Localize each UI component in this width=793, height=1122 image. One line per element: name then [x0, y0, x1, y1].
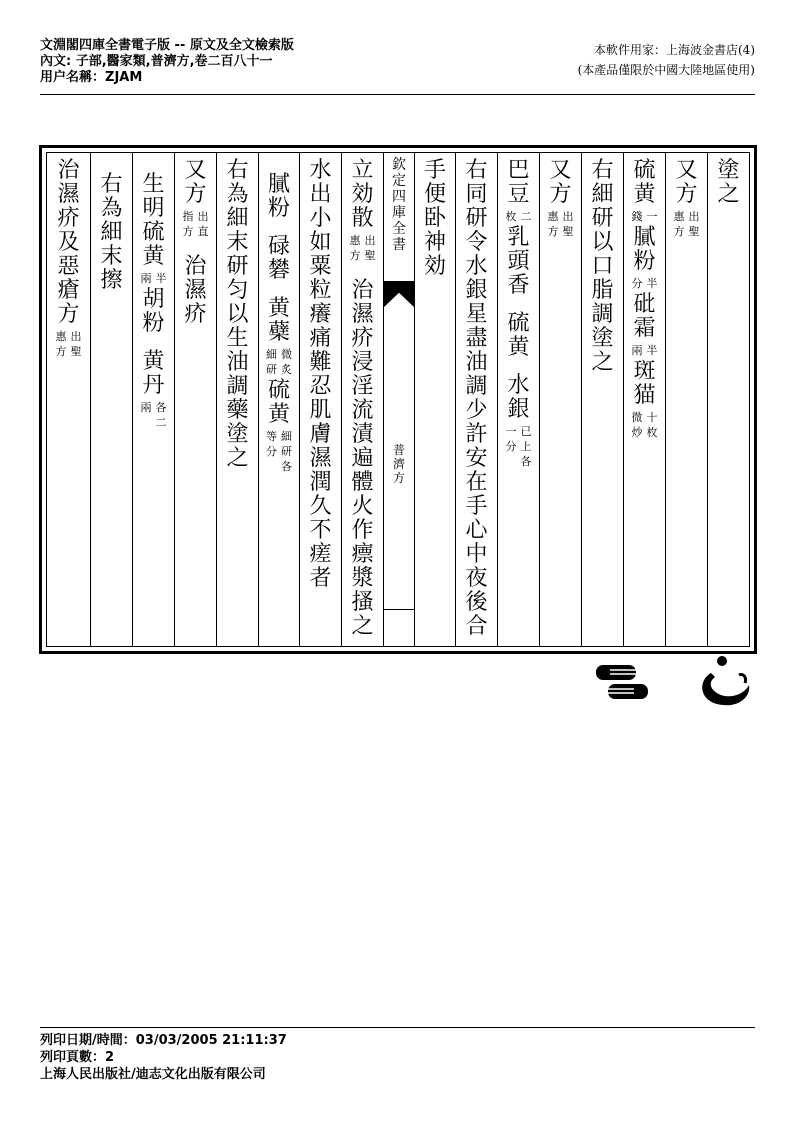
glyph: 不: [309, 518, 332, 543]
glyph: [506, 360, 532, 374]
glyph: 膩: [633, 225, 656, 250]
glyph: 右: [100, 172, 123, 197]
glyph: 作: [351, 518, 374, 543]
glyph: 方: [549, 182, 572, 207]
glyph: 治: [351, 278, 374, 303]
glyph: 肌: [309, 398, 332, 423]
annotation-note: 半 兩: [140, 272, 167, 285]
glyph: 惡: [57, 254, 80, 279]
glyph: 忍: [309, 374, 332, 399]
glyph: [266, 283, 292, 297]
glyph: 右: [226, 158, 249, 183]
print-pages: 2: [105, 1050, 115, 1065]
glyph: 銀: [465, 278, 488, 303]
text-column: [132, 153, 174, 646]
glyph: 安: [465, 446, 488, 471]
glyph: 塗: [591, 326, 614, 351]
annotation-note: 已 上 各 一 分: [505, 425, 532, 468]
glyph: 水: [465, 254, 488, 279]
glyph: 難: [309, 350, 332, 375]
glyph: 硫: [142, 220, 165, 245]
user-name: ZJAM: [105, 70, 143, 85]
text-column: [581, 153, 623, 646]
glyph: 漿: [351, 566, 374, 591]
glyph: 立: [351, 158, 374, 183]
glyph: 火: [351, 494, 374, 519]
text-columns: [46, 152, 750, 647]
text-column: [174, 153, 216, 646]
center-banner: 欽 定 四 庫 全 書 普 濟 方: [383, 153, 414, 646]
annotation-note: 出 直 指 方: [182, 210, 209, 238]
footer-divider: [40, 1027, 755, 1028]
glyph: 生: [142, 172, 165, 197]
publisher: 上海人民出版社/迪志文化出版有限公司: [40, 1067, 266, 1082]
annotation-note: 半 兩: [631, 344, 658, 357]
glyph: 濕: [184, 278, 207, 303]
glyph: 手: [465, 494, 488, 519]
glyph: 又: [675, 158, 698, 183]
glyph: 久: [309, 494, 332, 519]
glyph: 漬: [351, 422, 374, 447]
text-column: [216, 153, 258, 646]
glyph: [266, 221, 292, 235]
text-column: [299, 153, 341, 646]
glyph: 胡: [142, 287, 165, 312]
text-column: [341, 153, 383, 646]
glyph: 浸: [351, 350, 374, 375]
licensee: 本軟件用家：上海波金書店(4): [594, 43, 755, 57]
glyph: 疥: [184, 302, 207, 327]
glyph: 疥: [57, 206, 80, 231]
text-column: [414, 153, 455, 646]
annotation-note: 出 聖 惠 方: [55, 330, 82, 358]
glyph: 研: [591, 206, 614, 231]
glyph: [350, 265, 376, 279]
glyph: 硫: [633, 158, 656, 183]
glyph: 濕: [57, 182, 80, 207]
books-logo-icon: [596, 663, 648, 701]
footer: [40, 1032, 287, 1083]
text-column: [539, 153, 581, 646]
glyph: 銀: [507, 397, 530, 422]
glyph: 黄: [267, 402, 290, 427]
page-frame: [39, 145, 757, 654]
glyph: 粉: [267, 196, 290, 221]
glyph: 硫: [507, 311, 530, 336]
text-column: [47, 153, 90, 646]
glyph: [99, 159, 125, 173]
glyph: 油: [465, 350, 488, 375]
app-title: 文淵閣四庫全書電子版 -- 原文及全文檢索版: [40, 38, 294, 53]
glyph: [266, 159, 292, 173]
glyph: 黄: [507, 335, 530, 360]
glyph: 塗: [717, 158, 740, 183]
glyph: 調: [465, 374, 488, 399]
text-column: [623, 153, 665, 646]
glyph: 効: [351, 182, 374, 207]
glyph: 方: [675, 182, 698, 207]
glyph: 粒: [309, 278, 332, 303]
glyph: 為: [226, 182, 249, 207]
glyph: 粉: [142, 311, 165, 336]
glyph: 卧: [423, 206, 446, 231]
glyph: 調: [591, 302, 614, 327]
glyph: 之: [351, 614, 374, 639]
glyph: 黄: [142, 349, 165, 374]
glyph: 便: [423, 182, 446, 207]
glyph: 以: [591, 230, 614, 255]
glyph: 流: [351, 398, 374, 423]
glyph: 丹: [142, 373, 165, 398]
glyph: 末: [226, 230, 249, 255]
glyph: 治: [184, 254, 207, 279]
glyph: 又: [184, 158, 207, 183]
glyph: 神: [423, 230, 446, 255]
glyph: 出: [309, 182, 332, 207]
text-column: [258, 153, 299, 646]
glyph: 中: [465, 542, 488, 567]
glyph: 者: [309, 566, 332, 591]
glyph: 末: [100, 244, 123, 269]
print-pages-line: 列印頁數：2: [40, 1050, 115, 1065]
glyph: 盡: [465, 326, 488, 351]
glyph: 研: [226, 254, 249, 279]
annotation-note: 二 枚: [505, 210, 532, 223]
header-right: [578, 40, 755, 80]
glyph: 膩: [267, 172, 290, 197]
glyph: 細: [591, 182, 614, 207]
glyph: 効: [423, 254, 446, 279]
glyph: 如: [309, 230, 332, 255]
glyph: 砒: [633, 292, 656, 317]
glyph: 硫: [267, 378, 290, 403]
glyph: 同: [465, 182, 488, 207]
glyph: 搔: [351, 590, 374, 615]
glyph: [183, 241, 209, 255]
glyph: 細: [226, 206, 249, 231]
glyph: 合: [465, 614, 488, 639]
header-divider: [40, 94, 755, 95]
glyph: 研: [465, 206, 488, 231]
annotation-note: 出 聖 惠 方: [349, 234, 376, 262]
glyph: 瘥: [309, 542, 332, 567]
glyph: 方: [57, 302, 80, 327]
glyph: 之: [591, 350, 614, 375]
glyph: 之: [717, 182, 740, 207]
glyph: 小: [309, 206, 332, 231]
glyph: 痛: [309, 326, 332, 351]
glyph: 黄: [142, 244, 165, 269]
annotation-note: 半 分: [631, 277, 658, 290]
glyph: 之: [226, 446, 249, 471]
glyph: 以: [226, 302, 249, 327]
glyph: [506, 298, 532, 312]
annotation-note: 十 枚 微 炒: [631, 411, 658, 439]
glyph: 豆: [507, 182, 530, 207]
glyph: 油: [226, 350, 249, 375]
glyph: 脂: [591, 278, 614, 303]
glyph: 蘗: [267, 320, 290, 345]
glyph: 瘭: [351, 542, 374, 567]
glyph: 碌: [267, 234, 290, 259]
glyph: 濕: [309, 446, 332, 471]
glyph: 明: [142, 196, 165, 221]
swirl-logo-icon: [693, 655, 755, 711]
print-datetime: 03/03/2005 21:11:37: [135, 1033, 287, 1048]
glyph: 霜: [633, 316, 656, 341]
glyph: 斑: [633, 359, 656, 384]
glyph: 右: [465, 158, 488, 183]
glyph: 癢: [309, 302, 332, 327]
user-line: 用户名稱：ZJAM: [40, 70, 143, 85]
glyph: 塗: [226, 422, 249, 447]
glyph: 匀: [226, 278, 249, 303]
fishtail-mark: [384, 281, 414, 307]
glyph: 及: [57, 230, 80, 255]
glyph: 口: [591, 254, 614, 279]
glyph: [141, 159, 167, 173]
content-path: 內文: 子部,醫家類,普濟方,卷二百八十一: [40, 54, 273, 69]
text-column: [665, 153, 707, 646]
glyph: 治: [57, 158, 80, 183]
glyph: 後: [465, 590, 488, 615]
glyph: 礬: [267, 258, 290, 283]
glyph: 細: [100, 220, 123, 245]
glyph: 右: [591, 158, 614, 183]
annotation-note: 各 二 兩: [140, 401, 167, 429]
glyph: 粉: [633, 249, 656, 274]
glyph: 疥: [351, 326, 374, 351]
text-column: [707, 153, 749, 646]
glyph: 濕: [351, 302, 374, 327]
glyph: 水: [309, 158, 332, 183]
annotation-note: 出 聖 惠 方: [547, 210, 574, 238]
glyph: 潤: [309, 470, 332, 495]
glyph: 頭: [507, 249, 530, 274]
glyph: 猫: [633, 383, 656, 408]
glyph: 黄: [633, 182, 656, 207]
glyph: 體: [351, 470, 374, 495]
glyph: 膚: [309, 422, 332, 447]
glyph: 令: [465, 230, 488, 255]
glyph: 黄: [267, 296, 290, 321]
print-datetime-line: 列印日期/時間：03/03/2005 21:11:37: [40, 1033, 287, 1048]
glyph: 生: [226, 326, 249, 351]
glyph: 擦: [100, 268, 123, 293]
text-column: [497, 153, 539, 646]
glyph: 心: [465, 518, 488, 543]
glyph: 乳: [507, 225, 530, 250]
glyph: 水: [507, 373, 530, 398]
glyph: [141, 336, 167, 350]
glyph: 為: [100, 196, 123, 221]
glyph: 夜: [465, 566, 488, 591]
glyph: 散: [351, 206, 374, 231]
annotation-note: 一 錢: [631, 210, 658, 223]
glyph: 巴: [507, 158, 530, 183]
glyph: 粟: [309, 254, 332, 279]
restriction-note: (本產品僅限於中國大陸地區使用): [577, 63, 755, 77]
annotation-note: 細 研 各 等 分: [266, 430, 292, 473]
glyph: 瘡: [57, 278, 80, 303]
glyph: 手: [423, 158, 446, 183]
glyph: 星: [465, 302, 488, 327]
annotation-note: 微 炙 細 研: [266, 348, 292, 376]
header-left: [40, 38, 294, 86]
glyph: 少: [465, 398, 488, 423]
glyph: 在: [465, 470, 488, 495]
glyph: 方: [184, 182, 207, 207]
glyph: 許: [465, 422, 488, 447]
glyph: 淫: [351, 374, 374, 399]
text-column: [455, 153, 497, 646]
glyph: 遍: [351, 446, 374, 471]
glyph: 調: [226, 374, 249, 399]
glyph: 香: [507, 273, 530, 298]
annotation-note: 出 聖 惠 方: [673, 210, 700, 238]
glyph: 藥: [226, 398, 249, 423]
text-column: [90, 153, 132, 646]
glyph: 又: [549, 158, 572, 183]
